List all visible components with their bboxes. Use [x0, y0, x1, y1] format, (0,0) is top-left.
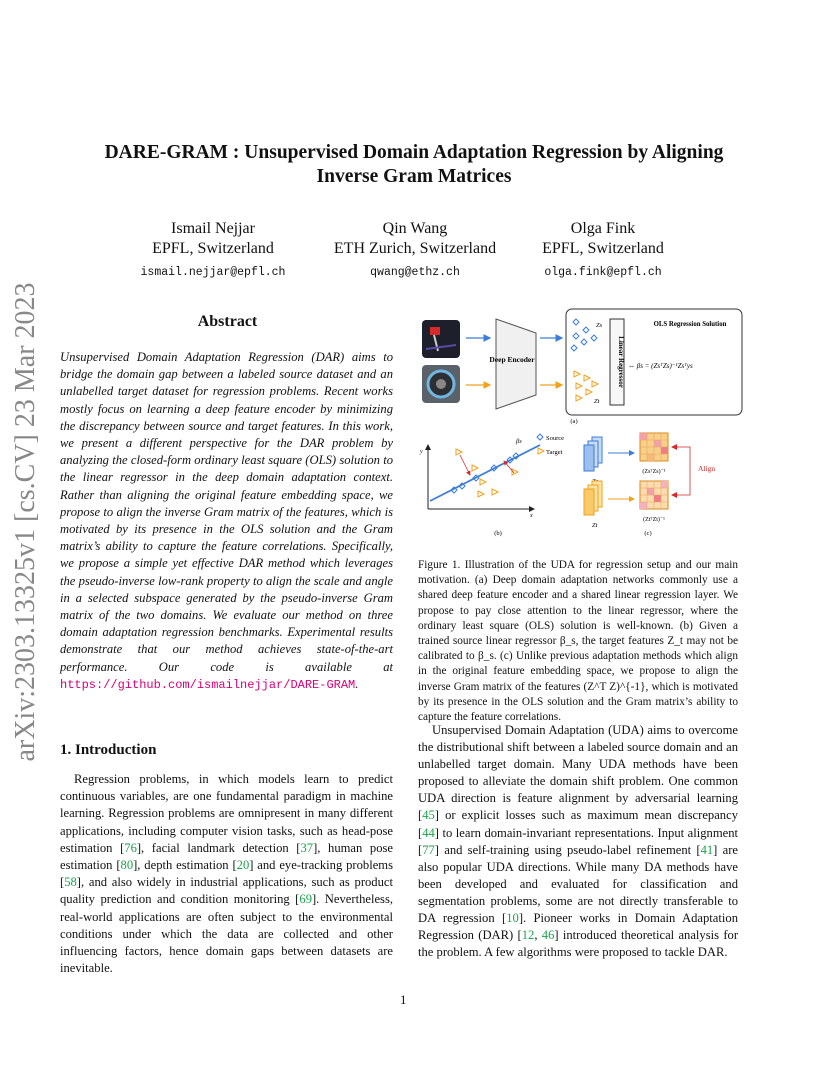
text-run: ] or explicit losses such as maximum mean discrepancy [	[418, 808, 738, 840]
text-run: ] to learn domain-invariant representations. Input alignment [	[418, 825, 738, 857]
gram-matrix-source	[640, 433, 668, 461]
text-run: ] are also popular UDA directions. While many DA methods have been developed and evaluated for classification and segmentation problems, some are not directly transferable to DA regression [	[418, 842, 738, 926]
abstract-body: Unsupervised Domain Adaptation Regression (DAR) aims to bridge the domain gap between a labeled source dataset and an unlabelled target dataset for regression problems. Recent works mostly focus on learning a deep feature encoder by minimizing the discrepancy between source and target features. In this work, we present a different perspective for the DAR problem by analyzing the closed-form ordinary least square (OLS) solution to the linear regressor in the deep domain adaptation context. Rather than aligning the original feature embedding space, we propose to align the inverse Gram matrix of the features, which is motivated by its presence in the OLS solution and the Gram matrix’s ability to capture the feature correlations. Specifically, we propose a simple yet effective DAR method which leverages the pseudo-inverse low-rank property to align the scale and angle in a selected subspace generated by the pseudo-inverse Gram matrix of the two domains. We evaluate our method on three domain adaptation regression benchmarks. Experimental results demonstrate that our method achieves state-of-the-art performance. Our code is available at https://github.com/ismailnejjar/DARE-GRAM.	[60, 350, 393, 692]
text-run: Regression problems, in which models learn to predict continuous variables, are one fundamental paradigm in machine learning. Regression problems are omnipresent in many different applications, including computer vision tasks, such as head-pose estimation [	[60, 772, 393, 855]
text-run: ], human pose estimation [	[60, 840, 394, 873]
author-name: Qin Wang	[382, 220, 448, 237]
citation-link[interactable]: 44	[422, 825, 435, 840]
gram-target-label: (ZtᵀZt)⁻¹	[643, 517, 665, 523]
author-3	[483, 219, 723, 283]
input-image-source	[422, 320, 460, 358]
citation-link[interactable]: 37	[300, 840, 314, 855]
arxiv-stamp	[11, 282, 41, 762]
regression-line	[430, 445, 540, 501]
code-link[interactable]: https://github.com/ismailnejjar/DARE-GRAM	[60, 677, 356, 692]
panel-c	[584, 433, 715, 537]
citation-link[interactable]: 76	[124, 840, 137, 855]
axis-x-label: x	[530, 513, 533, 519]
panel-label-c: (c)	[644, 530, 652, 537]
citation-link[interactable]: 69	[299, 892, 312, 907]
align-bracket	[672, 447, 690, 495]
linear-regressor-label: Linear Regressor	[617, 336, 625, 388]
author-name: Ismail Nejjar	[171, 220, 255, 237]
right-column-paragraph	[418, 722, 738, 961]
beta-label: βs	[516, 438, 522, 445]
text-run: ] and eye-tracking problems [	[60, 858, 393, 890]
legend-target: Target	[546, 449, 563, 456]
author-email[interactable]: qwang@ethz.ch	[370, 266, 460, 279]
source-features	[571, 319, 597, 351]
citation-link[interactable]: 45	[422, 808, 435, 823]
gram-source-label: (ZsᵀZs)⁻¹	[642, 469, 666, 475]
text-run: ] and self-training using pseudo-label refinement [	[434, 842, 701, 857]
paper-title	[60, 141, 768, 189]
citation-link[interactable]: 20	[236, 858, 250, 873]
citation-link[interactable]: 77	[422, 842, 435, 857]
zs-label: Zs	[596, 322, 603, 329]
author-affiliation: EPFL, Switzerland	[152, 240, 274, 257]
text-run: ]. Nevertheless, real-world applications are often subject to the environmental conditions under which the data are collected and other influencing factors, hence domain gaps between datasets are inevitable.	[60, 892, 394, 976]
author-email[interactable]: olga.fink@epfl.ch	[544, 266, 662, 279]
target-feature-stack	[584, 481, 602, 515]
panel-b	[419, 434, 564, 537]
author-affiliation: EPFL, Switzerland	[542, 240, 664, 257]
citation-link[interactable]: 41	[700, 842, 714, 857]
panel-label-b: (b)	[494, 530, 502, 537]
ols-title: OLS Regression Solution	[653, 321, 727, 328]
panel-label-a: (a)	[570, 418, 578, 425]
ols-formula: ⇔ βs = (ZsᵀZs)⁻¹Zsᵀys	[628, 362, 693, 370]
text-run: ], and also widely in industrial applications, such as product quality prediction and condition monitoring [	[60, 875, 393, 907]
legend-target-icon	[538, 448, 544, 454]
citation-link[interactable]: 80	[120, 858, 134, 873]
text-run: ]. Pioneer works in Domain Adaptation Regression (DAR) [	[418, 911, 738, 943]
citation-link[interactable]: 46	[541, 928, 555, 943]
author-name: Olga Fink	[570, 220, 636, 237]
source-feature-stack	[584, 437, 602, 471]
axis-y-label: y	[420, 449, 423, 455]
zt-label: Zt	[594, 398, 600, 405]
figure-caption: Figure 1. Illustration of the UDA for regression setup and our main motivation. (a) Deep domain adaptation networks commonly use a shared deep feature encoder and a shared linear regression layer. We propose to pay close attention to the linear regressor, where the ordinary least square (OLS) solution is well-known. (b) Given a trained source linear regressor β_s, the target features Z_t may not be calibrated to β_s. (c) Unlike previous adaptation methods which align in the original feature embedding space, we propose to align the inverse Gram matrix of the features (Z^T Z)^{-1}, which is motivated by its presence in the OLS solution and the Gram matrix’s ability to capture the feature correlations.	[418, 559, 738, 724]
title-line-1: DARE-GRAM : Unsupervised Domain Adaptation Regression by Aligning	[104, 142, 724, 163]
citation-link[interactable]: 58	[64, 875, 77, 890]
legend-source-icon	[537, 434, 543, 440]
text-run: Unsupervised Domain Adaptation (UDA) aims to overcome the distributional shift between a labeled source domain and an unlabelled target domain. Many UDA methods have been proposed to alleviate the domain shift problem. One common UDA direction is feature alignment by adversarial learning [	[418, 723, 738, 823]
arxiv-stamp-text: arXiv:2303.13325v1 [cs.CV] 23 Mar 2023	[10, 282, 41, 762]
text-run: ] introduced theoretical analysis for the problem. A few algorithms were proposed to tackle DAR.	[418, 928, 739, 960]
text-run: ], facial landmark detection [	[136, 840, 301, 855]
zt-label-c: Zt	[592, 522, 598, 529]
author-email[interactable]: ismail.nejjar@epfl.ch	[140, 266, 286, 279]
citation-link[interactable]: 12	[521, 928, 535, 943]
text-run: ,	[534, 928, 542, 943]
abstract-heading: Abstract	[197, 313, 258, 330]
align-label: Align	[698, 464, 716, 473]
target-features	[574, 371, 598, 401]
page-number: 1	[400, 992, 407, 1007]
introduction-paragraph	[60, 771, 393, 977]
figure-1	[416, 305, 746, 545]
abstract-text: Unsupervised Domain Adaptation Regression (DAR) aims to bridge the domain gap between a labeled source dataset and an unlabelled target dataset for regression problems. Recent works mostly focus on learning a deep feature encoder by minimizing the discrepancy between source and target features. In this work, we present a different perspective for the DAR problem by analyzing the closed-form ordinary least square (OLS) solution to the linear regressor in the deep domain adaptation context. Rather than aligning the original feature embedding space, we propose to align the inverse Gram matrix of the features, which is motivated by its presence in the OLS solution and the Gram matrix’s ability to capture the feature correlations. Specifically, we propose a simple yet effective DAR method which leverages the pseudo-inverse low-rank property to align the scale and angle in a selected subspace generated by the pseudo-inverse Gram matrix of the two domains. We evaluate our method on three domain adaptation regression benchmarks. Experimental results demonstrate that our method achieves state-of-the-art performance. Our code is available at	[60, 350, 393, 674]
target-points	[456, 449, 518, 497]
author-affiliation: ETH Zurich, Switzerland	[333, 240, 497, 257]
legend-source: Source	[546, 435, 565, 442]
section-heading-introduction: 1. Introduction	[60, 742, 157, 758]
deep-encoder-block	[496, 319, 536, 409]
deep-encoder-label: Deep Encoder	[489, 355, 535, 364]
arrow-icon	[504, 461, 514, 473]
title-line-2: Inverse Gram Matrices	[316, 166, 512, 187]
input-image-target	[422, 365, 460, 403]
citation-link[interactable]: 10	[506, 911, 519, 926]
arrow-icon	[460, 455, 470, 475]
gram-matrix-target	[640, 481, 668, 509]
text-run: ], depth estimation [	[133, 858, 237, 873]
